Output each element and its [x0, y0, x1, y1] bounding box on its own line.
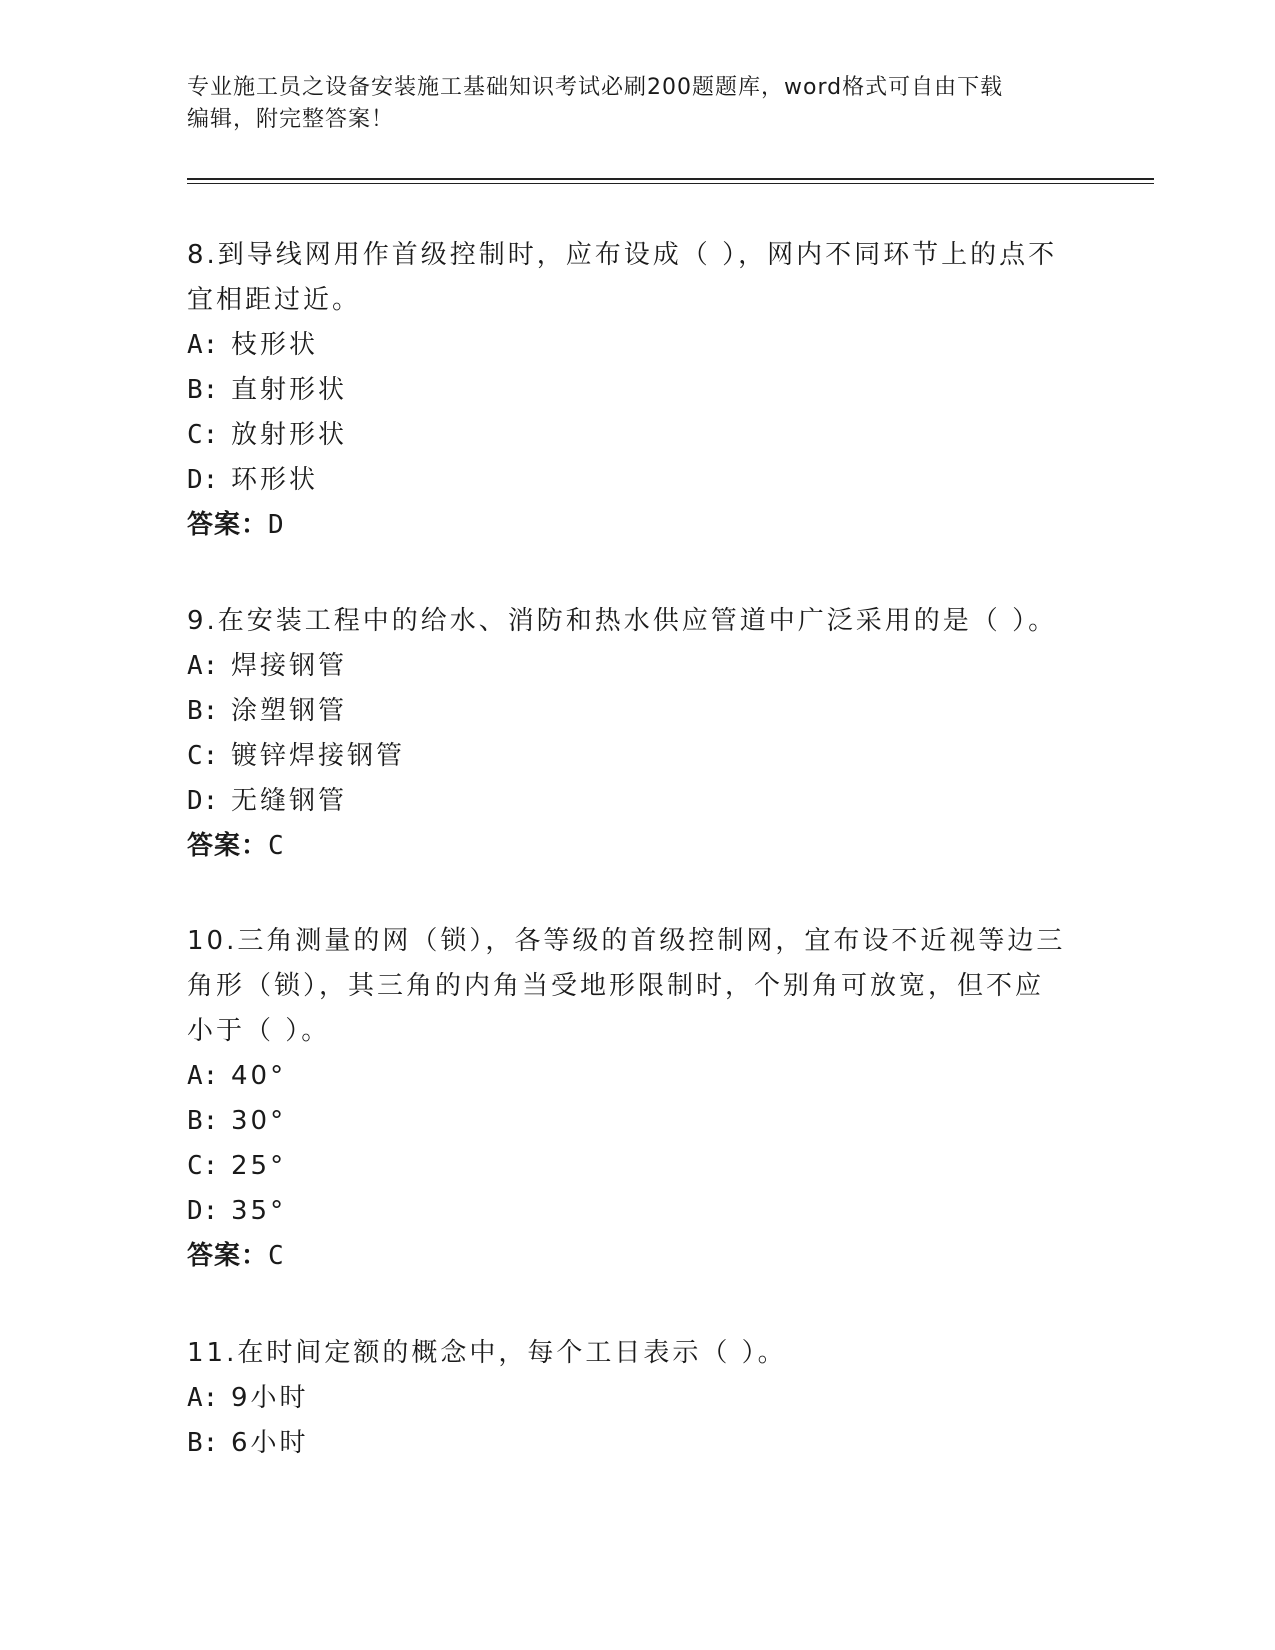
- option-text: 放射形状: [231, 420, 348, 450]
- option-text: 35°: [231, 1196, 287, 1226]
- header-divider-thick: [187, 178, 1154, 180]
- option-text: 30°: [231, 1106, 287, 1136]
- option-a: [187, 644, 1087, 689]
- question-stem-line: 10.三角测量的网（锁），各等级的首级控制网，宜布设不近视等边三: [187, 926, 1066, 956]
- question-stem-line: 角形（锁），其三角的内角当受地形限制时，个别角可放宽，但不应: [187, 971, 1045, 1001]
- header-line-1: 专业施工员之设备安装施工基础知识考试必刷200题题库，word格式可自由下载: [187, 75, 1004, 100]
- option-d: [187, 1189, 1087, 1234]
- option-text: 无缝钢管: [231, 786, 348, 816]
- option-key: C:: [187, 1151, 219, 1181]
- option-c: [187, 734, 1087, 779]
- option-b: [187, 1099, 1087, 1144]
- answer-value: D: [268, 510, 285, 540]
- option-a: [187, 1376, 1087, 1421]
- option-key: A:: [187, 651, 219, 681]
- option-key: D:: [187, 465, 219, 495]
- option-text: 焊接钢管: [231, 651, 348, 681]
- answer-label: 答案：: [187, 831, 269, 861]
- document-header: [187, 72, 1067, 136]
- option-key: B:: [187, 1428, 219, 1458]
- option-text: 涂塑钢管: [231, 696, 348, 726]
- answer-value: C: [268, 831, 285, 861]
- option-b: [187, 689, 1087, 734]
- option-text: 25°: [231, 1151, 287, 1181]
- option-text: 9小时: [231, 1383, 309, 1413]
- question-stem-line: 9.在安装工程中的给水、消防和热水供应管道中广泛采用的是（ ）。: [187, 606, 1058, 636]
- answer-line: [187, 503, 1087, 548]
- question-8: [187, 233, 1087, 548]
- answer-line: [187, 824, 1087, 869]
- option-c: [187, 1144, 1087, 1189]
- question-stem-line: 11.在时间定额的概念中，每个工日表示（ ）。: [187, 1338, 787, 1368]
- option-key: A:: [187, 1061, 219, 1091]
- option-text: 6小时: [231, 1428, 309, 1458]
- answer-line: [187, 1234, 1087, 1279]
- header-line-2: 编辑，附完整答案！: [187, 107, 395, 132]
- answer-label: 答案：: [187, 510, 269, 540]
- option-text: 40°: [231, 1061, 287, 1091]
- option-text: 镀锌焊接钢管: [231, 741, 406, 771]
- option-d: [187, 779, 1087, 824]
- answer-value: C: [268, 1241, 285, 1271]
- option-key: A:: [187, 1383, 219, 1413]
- question-stem-line: 8.到导线网用作首级控制时，应布设成（ ），网内不同环节上的点不: [187, 240, 1058, 270]
- answer-label: 答案：: [187, 1241, 269, 1271]
- option-key: B:: [187, 1106, 219, 1136]
- option-key: D:: [187, 1196, 219, 1226]
- option-c: [187, 413, 1087, 458]
- option-a: [187, 323, 1087, 368]
- question-9: [187, 599, 1087, 869]
- question-11: [187, 1331, 1087, 1466]
- option-key: C:: [187, 420, 219, 450]
- option-b: [187, 368, 1087, 413]
- question-10: [187, 919, 1087, 1279]
- option-text: 环形状: [231, 465, 319, 495]
- option-key: C:: [187, 741, 219, 771]
- question-stem-line: 小于（ ）。: [187, 1016, 331, 1046]
- option-key: D:: [187, 786, 219, 816]
- option-key: B:: [187, 696, 219, 726]
- option-b: [187, 1421, 1087, 1466]
- question-stem-line: 宜相距过近。: [187, 285, 362, 315]
- option-text: 枝形状: [231, 330, 319, 360]
- option-key: B:: [187, 375, 219, 405]
- option-d: [187, 458, 1087, 503]
- option-key: A:: [187, 330, 219, 360]
- option-a: [187, 1054, 1087, 1099]
- header-divider-thin: [187, 183, 1154, 184]
- option-text: 直射形状: [231, 375, 348, 405]
